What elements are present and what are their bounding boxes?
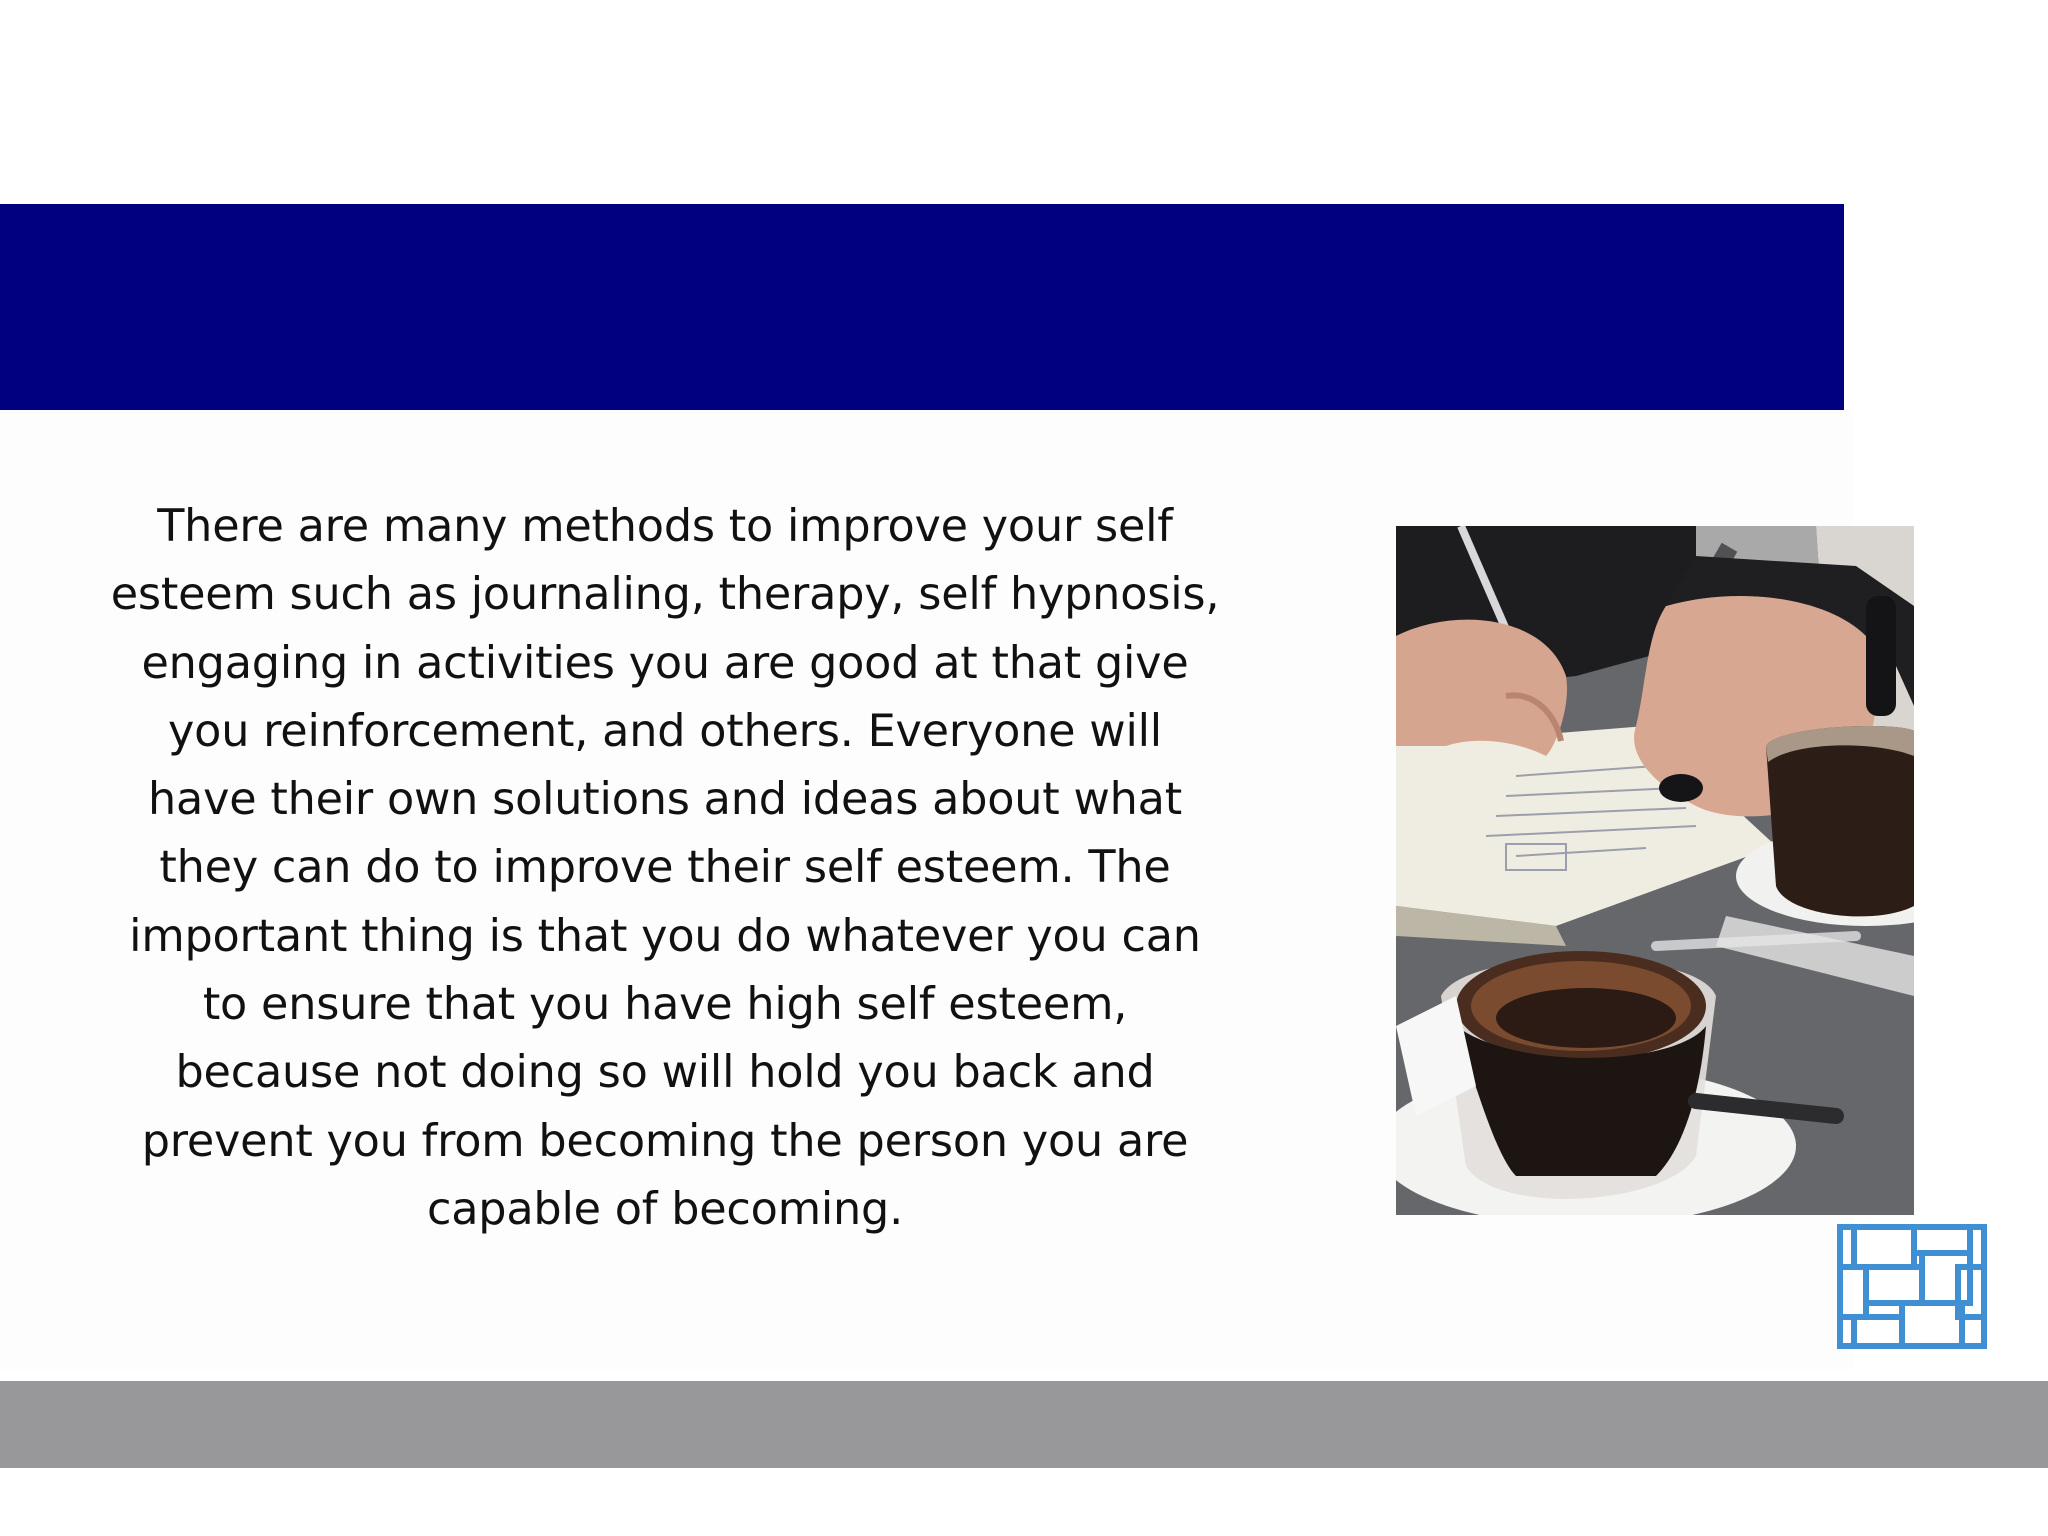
woven-square-logo-icon — [1836, 1223, 1988, 1350]
body-text: There are many methods to improve your self esteem such as journaling, therapy, self hypnosis, engaging in activities you are good at that give you reinforcement, and others. Everyone will have their own solutions and ideas about what they can do to improve their self esteem. The important thing is that you do whatever you can to ensure that you have high self esteem, because not doing so will hold you back and prevent you from becoming the person you are capable of becoming. — [110, 501, 1220, 1235]
title-band — [0, 204, 1844, 410]
footer-band — [0, 1381, 2048, 1468]
journaling-coffee-photo — [1396, 526, 1914, 1215]
